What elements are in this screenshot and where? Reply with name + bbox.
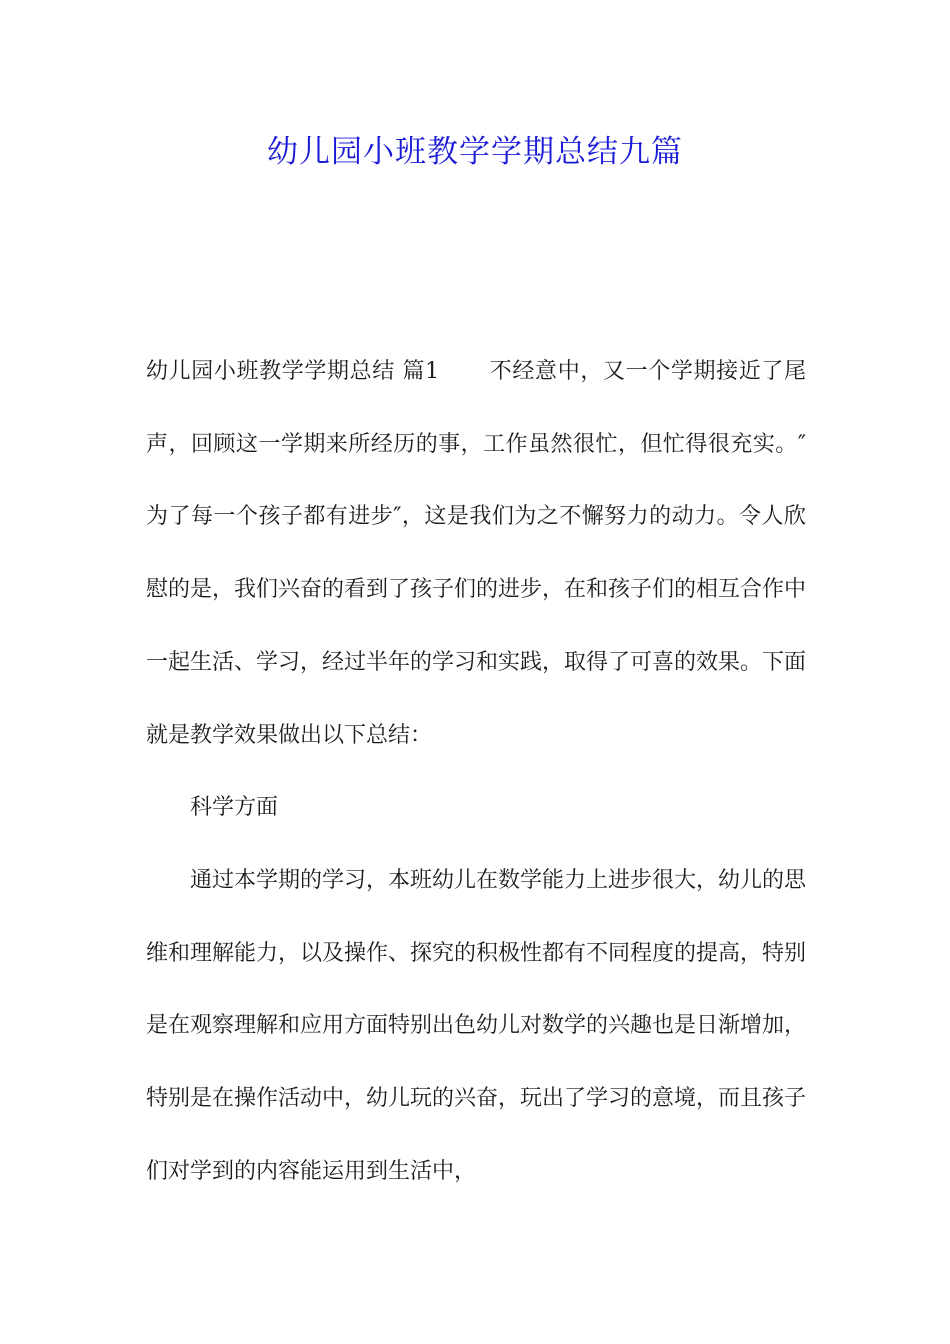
document-body: [146, 336, 806, 1208]
paragraph-2: 通过本学期的学习，本班幼儿在数学能力上进步很大，幼儿的思维和理解能力，以及操作、探究的积极性都有不同程度的提高，特别是在观察理解和应用方面特别出色幼儿对数学的兴趣也是日渐增加，特别是在操作活动中，幼儿玩的兴奋，玩出了学习的意境，而且孩子们对学到的内容能运用到生活中，: [146, 867, 807, 1184]
opening-paragraph: [146, 336, 806, 772]
section-heading-1: 幼儿园小班教学学期总结 篇1: [146, 359, 440, 384]
paragraph-1: 不经意中，又一个学期接近了尾声，回顾这一学期来所经历的事，工作虽然很忙，但忙得很充实。″为了每一个孩子都有进步″，这是我们为之不懈努力的动力。令人欣慰的是，我们兴奋的看到了孩子们的进步，在和孩子们的相互合作中一起生活、学习，经过半年的学习和实践，取得了可喜的效果。下面就是教学效果做出以下总结：: [146, 359, 807, 748]
subsection-heading: 科学方面: [190, 795, 279, 821]
document-title: 幼儿园小班教学学期总结九篇: [267, 134, 683, 170]
